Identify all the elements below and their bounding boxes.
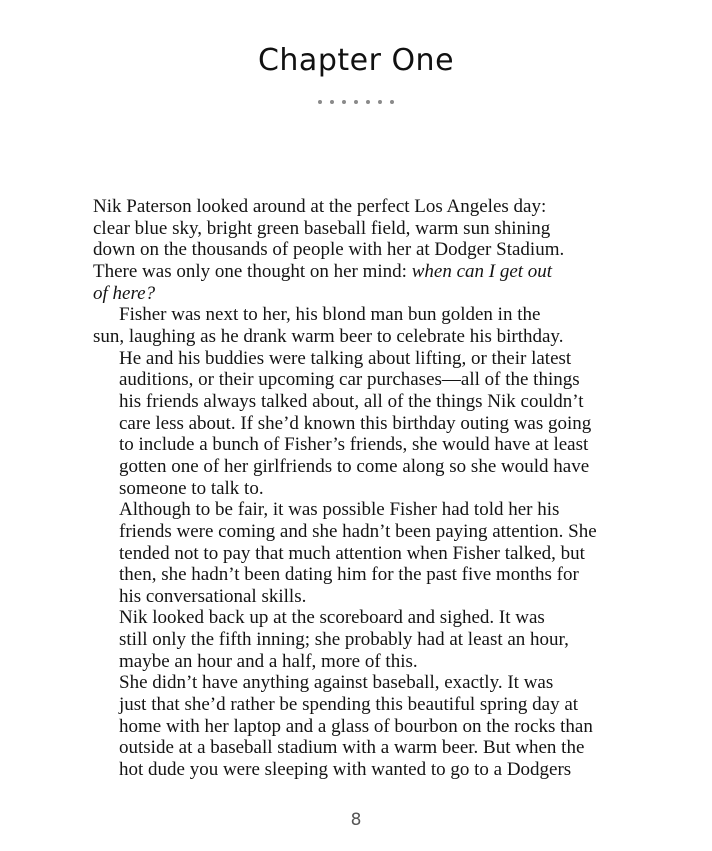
text-line: clear blue sky, bright green baseball field, warm sun shining — [93, 217, 551, 239]
text-line: sun, laughing as he drank warm beer to celebrate his birthday. — [93, 325, 564, 347]
text-line: still only the fifth inning; she probably had at least an hour, — [119, 629, 569, 651]
text-line — [93, 283, 623, 305]
text-line: gotten one of her girlfriends to come along so she would have — [119, 455, 590, 477]
chapter-title: Chapter One — [257, 43, 455, 78]
text-line: his conversational skills. — [119, 585, 307, 607]
text-line: She didn’t have anything against baseball, exactly. It was — [119, 672, 554, 694]
ornament-dot — [354, 100, 358, 104]
ornament-dot — [378, 100, 382, 104]
text-line: tended not to pay that much attention when Fisher talked, but — [119, 542, 585, 564]
text-line: home with her laptop and a glass of bourbon on the rocks than — [119, 715, 593, 737]
text-line: auditions, or their upcoming car purchases—all of the things — [119, 369, 580, 391]
ornament-dot — [366, 100, 370, 104]
ornament-dot — [318, 100, 322, 104]
text-line: Nik Paterson looked around at the perfect Los Angeles day: — [93, 196, 547, 217]
text-line: He and his buddies were talking about lifting, or their latest — [119, 347, 572, 369]
text-line: hot dude you were sleeping with wanted to go to a Dodgers — [119, 759, 572, 781]
text-line: outside at a baseball stadium with a warm beer. But when the — [119, 737, 585, 759]
text-line: someone to talk to. — [119, 477, 264, 499]
ornament-dot — [390, 100, 394, 104]
ornament-dot — [330, 100, 334, 104]
ornament-dot — [342, 100, 346, 104]
chapter-ornament — [0, 100, 712, 104]
text-line: Although to be fair, it was possible Fisher had told her his — [119, 499, 560, 521]
text-line: down on the thousands of people with her at Dodger Stadium. — [93, 239, 565, 261]
text-line: his friends always talked about, all of the things Nik couldn’t — [119, 390, 584, 412]
text-fragment: There was only one thought on her mind: — [93, 260, 412, 282]
paragraph-3 — [93, 499, 623, 607]
text-line — [93, 261, 623, 283]
page-number: 8 — [350, 810, 362, 830]
text-line: care less about. If she’d known this birthday outing was going — [119, 412, 592, 434]
italic-thought: of here? — [93, 282, 156, 304]
text-line: maybe an hour and a half, more of this. — [119, 650, 418, 672]
text-line: to include a bunch of Fisher’s friends, she would have at least — [119, 434, 589, 456]
paragraph-2 — [93, 304, 623, 499]
chapter-body — [93, 196, 623, 781]
text-line: friends were coming and she hadn’t been paying attention. She — [119, 520, 597, 542]
text-line: just that she’d rather be spending this beautiful spring day at — [119, 694, 579, 716]
text-line: then, she hadn’t been dating him for the past five months for — [119, 564, 579, 586]
paragraph-1 — [93, 196, 623, 304]
text-line: Nik looked back up at the scoreboard and sighed. It was — [119, 607, 545, 629]
text-line: Fisher was next to her, his blond man bun golden in the — [119, 304, 541, 326]
italic-thought: when can I get out — [411, 260, 553, 282]
paragraph-5 — [93, 672, 623, 780]
paragraph-4 — [93, 607, 623, 672]
